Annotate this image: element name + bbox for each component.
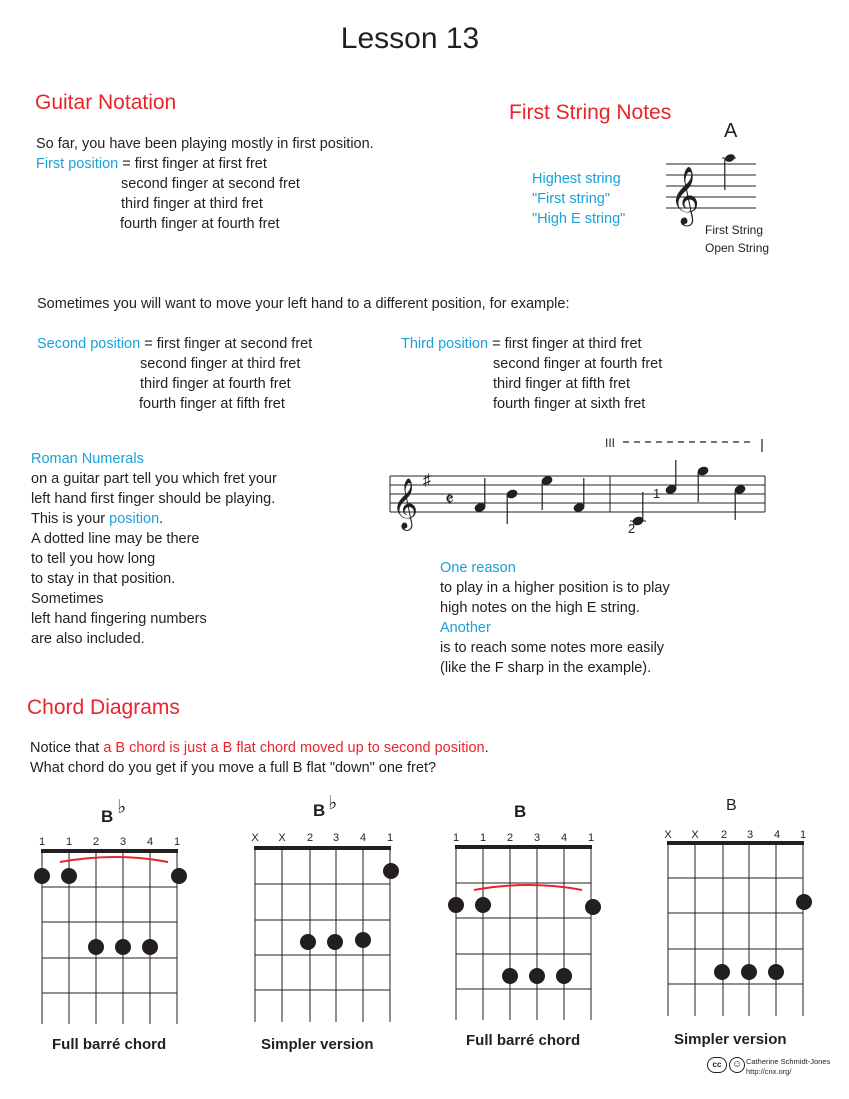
roman-line-2: left hand first finger should be playing. [31, 491, 276, 507]
third-position-line [401, 334, 642, 354]
third-position-line-3: third finger at fifth fret [493, 376, 631, 392]
first-position-text: = first finger at first fret [122, 156, 267, 172]
finger-label: 3 [746, 829, 754, 841]
third-position-line-4: fourth finger at sixth fret [493, 396, 646, 412]
chord-1-diagram [30, 832, 195, 1032]
finger-label: 4 [359, 832, 367, 844]
finger-label: 3 [332, 832, 340, 844]
second-position-text: = first finger at second fret [144, 336, 313, 352]
cc-icon: cc [707, 1057, 727, 1073]
fingering-1: 1 [653, 486, 661, 501]
guitar-notation-heading: Guitar Notation [35, 91, 177, 114]
finger-label: 4 [773, 829, 781, 841]
roman-line-6: to stay in that position. [31, 571, 176, 587]
chord-notice-highlight: a B chord is just a B flat chord moved up to second position [103, 740, 485, 756]
chord-4-name: B [726, 797, 737, 814]
finger-label: X [664, 829, 672, 841]
roman-line-3-pre: This is your [31, 511, 110, 527]
chord-diagrams-heading: Chord Diagrams [27, 696, 180, 719]
reason-line-4: (like the F sharp in the example). [440, 660, 652, 676]
roman-line-8: left hand fingering numbers [31, 611, 207, 627]
svg-text:𝄵: 𝄵 [445, 489, 454, 511]
position-mark: III [605, 436, 616, 450]
page-title: Lesson 13 [340, 22, 480, 55]
flat-sign: ♭ [328, 793, 338, 814]
finger-label: 2 [720, 829, 728, 841]
finger-label: 2 [506, 832, 514, 844]
svg-text:♯: ♯ [423, 472, 431, 489]
finger-label: 1 [65, 836, 73, 848]
first-string-heading: First String Notes [509, 101, 672, 124]
chord-notice [30, 738, 489, 758]
chord-notice-post: . [484, 740, 489, 756]
chord-3-name: B [514, 802, 527, 821]
notation-intro: So far, you have been playing mostly in first position. [36, 136, 374, 152]
finger-label: 2 [306, 832, 314, 844]
first-string-label: "First string" [532, 191, 610, 207]
flat-sign: ♭ [117, 797, 127, 818]
third-position-line-2: second finger at fourth fret [493, 356, 663, 372]
position-music-example [385, 430, 775, 540]
chord-3-diagram [444, 828, 609, 1028]
another-label: Another [440, 620, 491, 636]
note-a-label: A [724, 120, 738, 142]
finger-label: 4 [560, 832, 568, 844]
first-position-line-3: third finger at third fret [121, 196, 263, 212]
credit-author: Catherine Schmidt-Jones [746, 1057, 831, 1066]
finger-label: 1 [173, 836, 181, 848]
second-position-line-4: fourth finger at fifth fret [139, 396, 285, 412]
open-string-caption: Open String [705, 241, 770, 255]
credit-url: http://cnx.org/ [746, 1067, 792, 1076]
chord-question: What chord do you get if you move a full B flat "down" one fret? [30, 760, 437, 776]
roman-line-9: are also included. [31, 631, 145, 647]
roman-line-3-post: . [159, 511, 164, 527]
chord-1-caption: Full barré chord [52, 1036, 167, 1053]
high-e-string-label: "High E string" [532, 211, 626, 227]
third-position-text: = first finger at third fret [492, 336, 642, 352]
attribution-icon: ☺ [729, 1057, 745, 1073]
fingering-2: 2 [628, 521, 636, 536]
first-position-line-4: fourth finger at fourth fret [120, 216, 280, 232]
finger-label: 1 [587, 832, 595, 844]
chord-2-name [313, 793, 338, 822]
first-string-staff [660, 140, 760, 230]
finger-label: 1 [799, 829, 807, 841]
finger-label: 4 [146, 836, 154, 848]
svg-text:𝄞: 𝄞 [392, 479, 419, 528]
chord-4-diagram [658, 823, 818, 1023]
chord-4-caption: Simpler version [674, 1031, 787, 1048]
roman-line-7: Sometimes [31, 591, 104, 607]
chord-2-diagram [245, 826, 405, 1026]
first-position-label: First position [36, 156, 119, 172]
second-position-label: Second position [37, 336, 141, 352]
svg-text:𝄞: 𝄞 [670, 167, 700, 223]
second-position-line-2: second finger at third fret [140, 356, 301, 372]
second-position-line-3: third finger at fourth fret [140, 376, 291, 392]
chord-1-letter: B [101, 807, 114, 826]
third-position-label: Third position [401, 336, 489, 352]
roman-numerals-heading: Roman Numerals [31, 451, 144, 467]
finger-label: X [251, 832, 259, 844]
chord-2-caption: Simpler version [261, 1036, 374, 1053]
one-reason-label: One reason [440, 560, 516, 576]
chord-1-name [101, 797, 127, 828]
finger-label: X [691, 829, 699, 841]
finger-label: 1 [386, 832, 394, 844]
positions-intro: Sometimes you will want to move your left hand to a different position, for example: [37, 296, 570, 312]
chord-notice-pre: Notice that [30, 740, 104, 756]
roman-line-4: A dotted line may be there [31, 531, 200, 547]
finger-label: 3 [119, 836, 127, 848]
chord-3-caption: Full barré chord [466, 1032, 581, 1049]
finger-label: 1 [38, 836, 46, 848]
position-word: position [109, 511, 160, 527]
first-string-caption: First String [705, 223, 764, 237]
reason-line-3: is to reach some notes more easily [440, 640, 665, 656]
first-position-line-2: second finger at second fret [121, 176, 300, 192]
finger-label: 3 [533, 832, 541, 844]
reason-line-2: high notes on the high E string. [440, 600, 640, 616]
reason-line-1: to play in a higher position is to play [440, 580, 670, 596]
roman-line-5: to tell you how long [31, 551, 156, 567]
finger-label: 2 [92, 836, 100, 848]
highest-string-label: Highest string [532, 171, 621, 187]
finger-label: 1 [452, 832, 460, 844]
roman-line-1: on a guitar part tell you which fret your [31, 471, 277, 487]
finger-label: 1 [479, 832, 487, 844]
chord-2-letter: B [313, 801, 326, 820]
finger-label: X [278, 832, 286, 844]
first-position-line [36, 154, 267, 174]
roman-line-3 [31, 509, 163, 529]
second-position-line [37, 334, 312, 354]
